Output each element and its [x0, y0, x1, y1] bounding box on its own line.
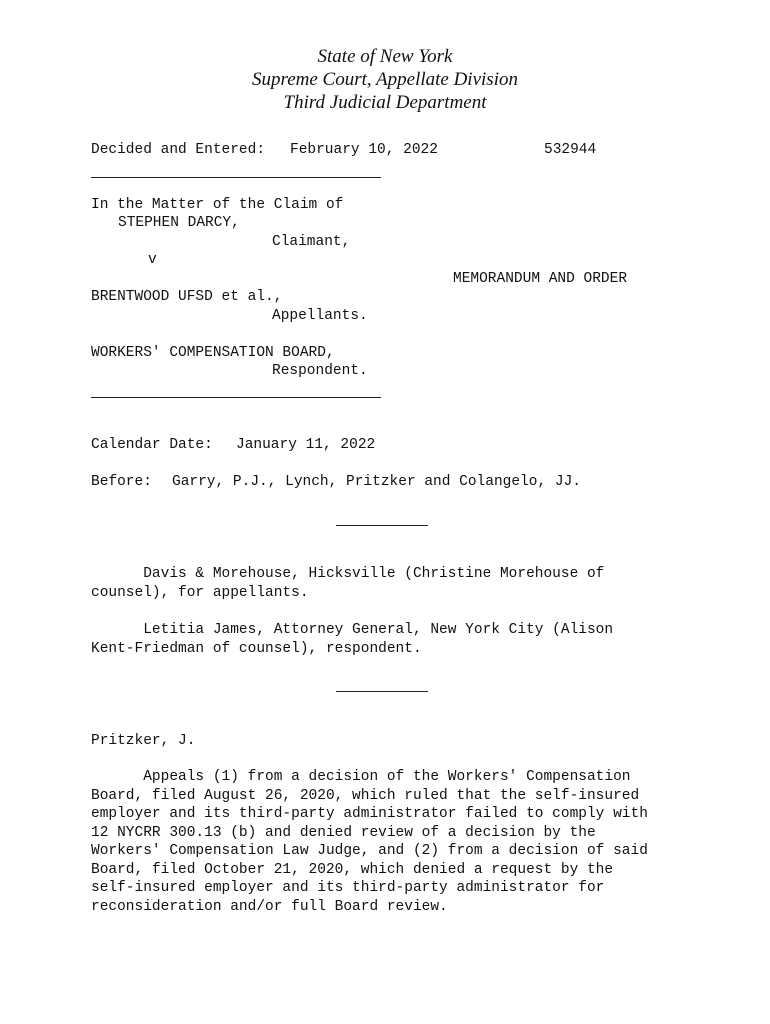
claimant-role: Claimant, — [272, 234, 351, 250]
caption-bottom-rule — [91, 397, 381, 398]
calendar-label: Calendar Date: — [91, 437, 213, 453]
before-label: Before: — [91, 474, 152, 490]
calendar-date: January 11, 2022 — [236, 437, 376, 453]
court-state: State of New York — [317, 46, 453, 67]
counsel-appellants-line-2: counsel), for appellants. — [91, 585, 309, 601]
opinion-line: employer and its third-party administrator failed to comply with — [91, 806, 648, 822]
court-name: Supreme Court, Appellate Division — [252, 69, 518, 90]
court-department: Third Judicial Department — [283, 92, 487, 113]
docket-number: 532944 — [544, 142, 597, 158]
claimant-name: STEPHEN DARCY, — [118, 215, 240, 231]
caption-matter-line: In the Matter of the Claim of — [91, 197, 344, 213]
caption-top-rule — [91, 177, 381, 178]
counsel-respondent-line-1: Letitia James, Attorney General, New York City (Alison — [91, 622, 614, 638]
opinion-author: Pritzker, J. — [91, 733, 196, 749]
counsel-respondent-line-2: Kent-Friedman of counsel), respondent. — [91, 641, 422, 657]
order-type: MEMORANDUM AND ORDER — [453, 271, 628, 287]
appellants-role: Appellants. — [272, 308, 368, 324]
counsel-appellants-line-1: Davis & Morehouse, Hicksville (Christine Morehouse of — [91, 566, 605, 582]
decided-label: Decided and Entered: — [91, 142, 266, 158]
before-judges: Garry, P.J., Lynch, Pritzker and Colangelo, JJ. — [172, 474, 581, 490]
opinion-line: Board, filed August 26, 2020, which ruled that the self-insured — [91, 788, 640, 804]
opinion-line: self-insured employer and its third-party administrator for — [91, 880, 605, 896]
opinion-line: reconsideration and/or full Board review. — [91, 899, 448, 915]
versus: v — [148, 252, 157, 268]
respondent-role: Respondent. — [272, 363, 368, 379]
respondent-name: WORKERS' COMPENSATION BOARD, — [91, 345, 335, 361]
opinion-line: Appeals (1) from a decision of the Workers' Compensation — [91, 769, 631, 785]
opinion-line: 12 NYCRR 300.13 (b) and denied review of a decision by the — [91, 825, 596, 841]
decided-date: February 10, 2022 — [290, 142, 438, 158]
opinion-line: Workers' Compensation Law Judge, and (2) from a decision of said — [91, 843, 648, 859]
separator-rule-2 — [336, 691, 428, 692]
appellants-name: BRENTWOOD UFSD et al., — [91, 289, 283, 305]
separator-rule-1 — [336, 525, 428, 526]
opinion-line: Board, filed October 21, 2020, which denied a request by the — [91, 862, 614, 878]
